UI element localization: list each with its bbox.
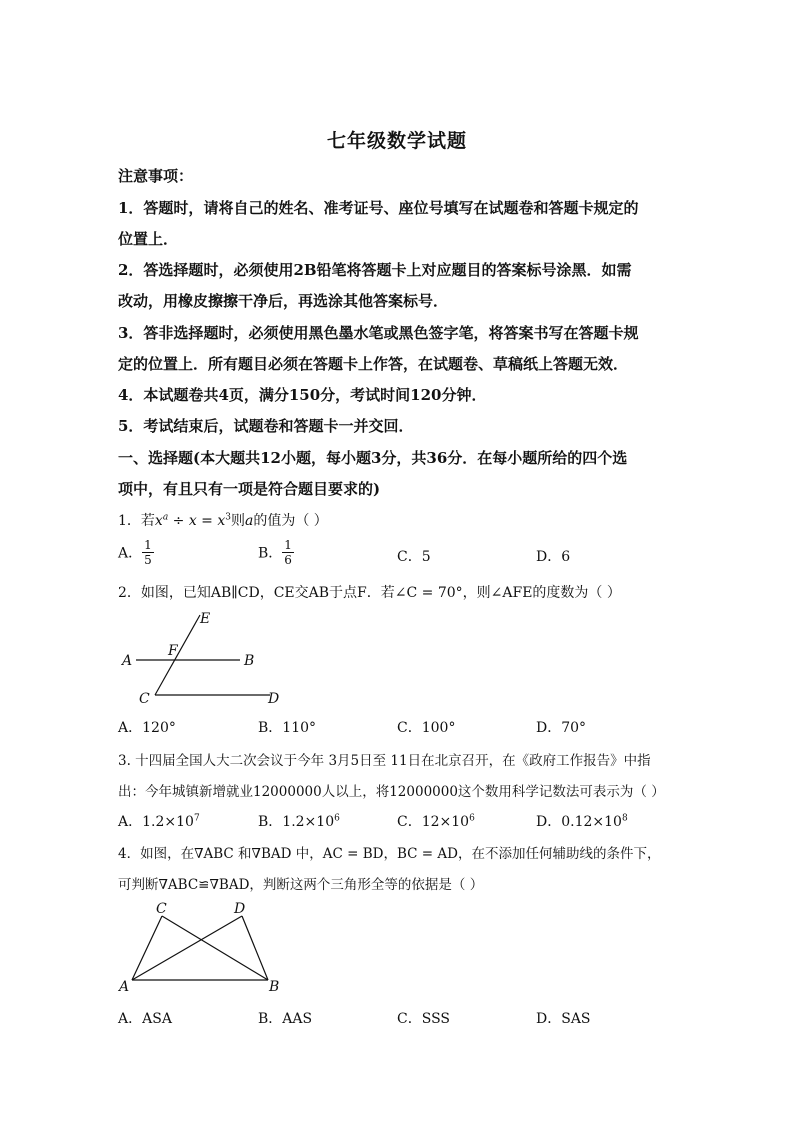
question-4-line-2: 可判断∇ABC≌∇BAD，判断这两个三角形全等的依据是（ ） bbox=[118, 877, 484, 893]
notice-line-8: 5．考试结束后，试题卷和答题卡一并交回． bbox=[118, 417, 414, 435]
q4-option-a: A．ASA bbox=[118, 1011, 172, 1027]
point-label-c: C bbox=[156, 901, 167, 917]
q4-option-c: C．SSS bbox=[397, 1011, 450, 1027]
notice-line-7: 4．本试题卷共4页，满分150分，考试时间120分钟． bbox=[118, 386, 487, 404]
notice-line-2: 位置上． bbox=[118, 230, 179, 248]
point-label-e: E bbox=[200, 611, 211, 627]
q1-option-a: A． $\frac{1}{5}$ bbox=[118, 538, 152, 567]
q1-option-d: D．6 bbox=[536, 549, 571, 565]
q4-figure bbox=[110, 898, 300, 998]
notice-line-4: 改动，用橡皮擦擦干净后，再选涂其他答案标号． bbox=[118, 292, 449, 310]
q3-option-c: C．$12\times 10^6$ bbox=[397, 813, 475, 830]
point-label-d: D bbox=[268, 691, 280, 707]
q4-option-b: B．AAS bbox=[258, 1011, 313, 1027]
notice-line-1: 1．答题时，请将自己的姓名、准考证号、座位号填写在试题卷和答题卡规定的 bbox=[118, 199, 639, 217]
notice-line-5: 3．答非选择题时，必须使用黑色墨水笔或黑色签字笔，将答案书写在答题卡规 bbox=[118, 324, 639, 342]
point-label-a: A bbox=[122, 653, 133, 669]
q1-option-c: C．5 bbox=[397, 549, 431, 565]
q2-option-a: A．120° bbox=[118, 720, 176, 736]
q2-option-b: B．110° bbox=[258, 720, 317, 736]
q1-option-b: B． $\frac{1}{6}$ bbox=[258, 538, 292, 567]
question-4-line-1: 4．如图，在∇ABC 和∇BAD 中，AC = BD，BC = AD，在不添加任何辅助线的条件下， bbox=[118, 846, 661, 862]
q2-option-d: D．70° bbox=[536, 720, 587, 736]
point-label-b: B bbox=[269, 979, 280, 995]
question-3-line-2: 出：今年城镇新增就业12000000人以上，将12000000这个数用科学记数法可表示为（ ） bbox=[118, 784, 665, 800]
point-label-d: D bbox=[234, 901, 246, 917]
section-heading-line-2: 项中，有且只有一项是符合题目要求的) bbox=[118, 480, 381, 498]
point-label-a: A bbox=[119, 979, 130, 995]
segment-bd bbox=[242, 916, 268, 980]
notice-heading: 注意事项： bbox=[118, 167, 194, 185]
q2-option-c: C．100° bbox=[397, 720, 456, 736]
q3-option-a: A．$1.2\times 10^7$ bbox=[118, 813, 200, 830]
question-1-stem: 1．若$x^a \div x = x^3$则a的值为（ ） bbox=[118, 512, 328, 529]
segment-ac bbox=[132, 916, 162, 980]
question-2-stem: 2．如图，已知AB∥CD，CE交AB于点F．若∠C = 70°，则∠AFE的度数为（ ） bbox=[118, 585, 621, 601]
notice-line-3: 2．答选择题时，必须使用2B铅笔将答题卡上对应题目的答案标号涂黑．如需 bbox=[118, 261, 632, 279]
q2-figure bbox=[110, 605, 310, 710]
notice-line-6: 定的位置上．所有题目必须在答题卡上作答，在试题卷、草稿纸上答题无效． bbox=[118, 355, 629, 373]
segment-bc bbox=[162, 916, 268, 980]
segment-ad bbox=[132, 916, 242, 980]
q3-option-d: D．$0.12\times 10^8$ bbox=[536, 813, 628, 830]
point-label-f: F bbox=[168, 643, 178, 659]
q4-option-d: D．SAS bbox=[536, 1011, 591, 1027]
page-title: 七年级数学试题 bbox=[326, 130, 467, 152]
point-label-c: C bbox=[139, 691, 150, 707]
question-3-line-1: 3. 十四届全国人大二次会议于今年 3月5日至 11日在北京召开，在《政府工作报告》中指 bbox=[118, 753, 651, 769]
section-heading-line-1: 一、选择题(本大题共12小题，每小题3分，共36分．在每小题所给的四个选 bbox=[118, 449, 628, 467]
point-label-b: B bbox=[244, 653, 255, 669]
q3-option-b: B．$1.2\times 10^6$ bbox=[258, 813, 340, 830]
